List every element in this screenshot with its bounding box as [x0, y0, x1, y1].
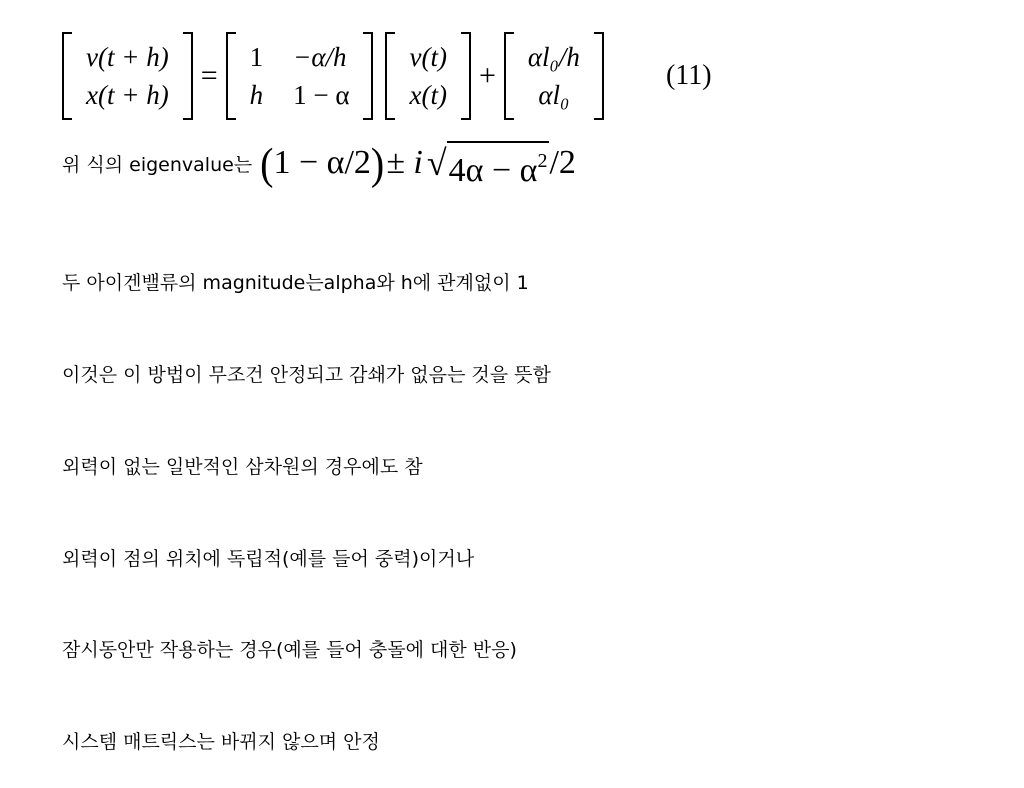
matrix-cell-11: 1	[249, 42, 264, 72]
note-line: 두 아이겐밸류의 magnitude는alpha와 h에 관계없이 1	[62, 272, 529, 295]
sqrt-icon: √	[426, 143, 447, 183]
matrix-cell-12: −α/h	[293, 42, 347, 72]
lhs-vector	[62, 32, 193, 120]
forcing-vector	[504, 32, 604, 120]
open-paren: (	[260, 137, 274, 189]
eigen-part1: 1 − α/2	[273, 144, 371, 181]
state-vector	[385, 32, 470, 120]
state-v: v(t)	[409, 42, 447, 72]
equation-number: (11)	[665, 60, 712, 91]
eigenvalue-line	[62, 137, 576, 189]
left-bracket	[226, 32, 236, 120]
forcing-bottom: αl₀	[538, 80, 570, 110]
lhs-x: x(t + h)	[86, 80, 169, 110]
matrix-cell-22: 1 − α	[293, 80, 350, 110]
equation-11	[62, 30, 942, 122]
right-bracket	[461, 32, 471, 120]
eigen-tail: /2	[549, 144, 576, 181]
right-bracket	[183, 32, 193, 120]
note-line: 잠시동안만 작용하는 경우(예를 들어 충돌에 대한 반응)	[62, 639, 517, 662]
radicand-text: 4α − α	[448, 152, 538, 189]
left-bracket	[385, 32, 395, 120]
system-matrix	[226, 32, 374, 120]
right-bracket	[594, 32, 604, 120]
left-bracket	[504, 32, 514, 120]
eigenvalue-label: 위 식의 eigenvalue는	[62, 153, 253, 176]
forcing-top: αl₀/h	[527, 42, 580, 72]
lhs-v: v(t + h)	[86, 42, 169, 72]
close-paren: )	[370, 137, 385, 189]
right-bracket	[363, 32, 373, 120]
left-bracket	[62, 32, 72, 120]
note-line: 이것은 이 방법이 무조건 안정되고 감쇄가 없음는 것을 뜻함	[62, 363, 551, 386]
eigenvalue-expression	[260, 137, 576, 189]
state-x: x(t)	[409, 80, 447, 110]
eigen-pm-i: ± i	[386, 144, 423, 181]
eigen-radicand	[447, 141, 550, 189]
equals-sign: =	[200, 59, 218, 92]
plus-sign: +	[478, 59, 496, 92]
notes-block	[62, 207, 551, 788]
note-line: 외력이 없는 일반적인 삼차원의 경우에도 참	[62, 455, 423, 478]
note-line: 외력이 점의 위치에 독립적(예를 들어 중력)이거나	[62, 547, 475, 570]
radicand-exponent: 2	[537, 150, 548, 172]
note-line: 시스템 매트릭스는 바뀌지 않으며 안정	[62, 731, 380, 754]
matrix-cell-21: h	[249, 80, 264, 110]
